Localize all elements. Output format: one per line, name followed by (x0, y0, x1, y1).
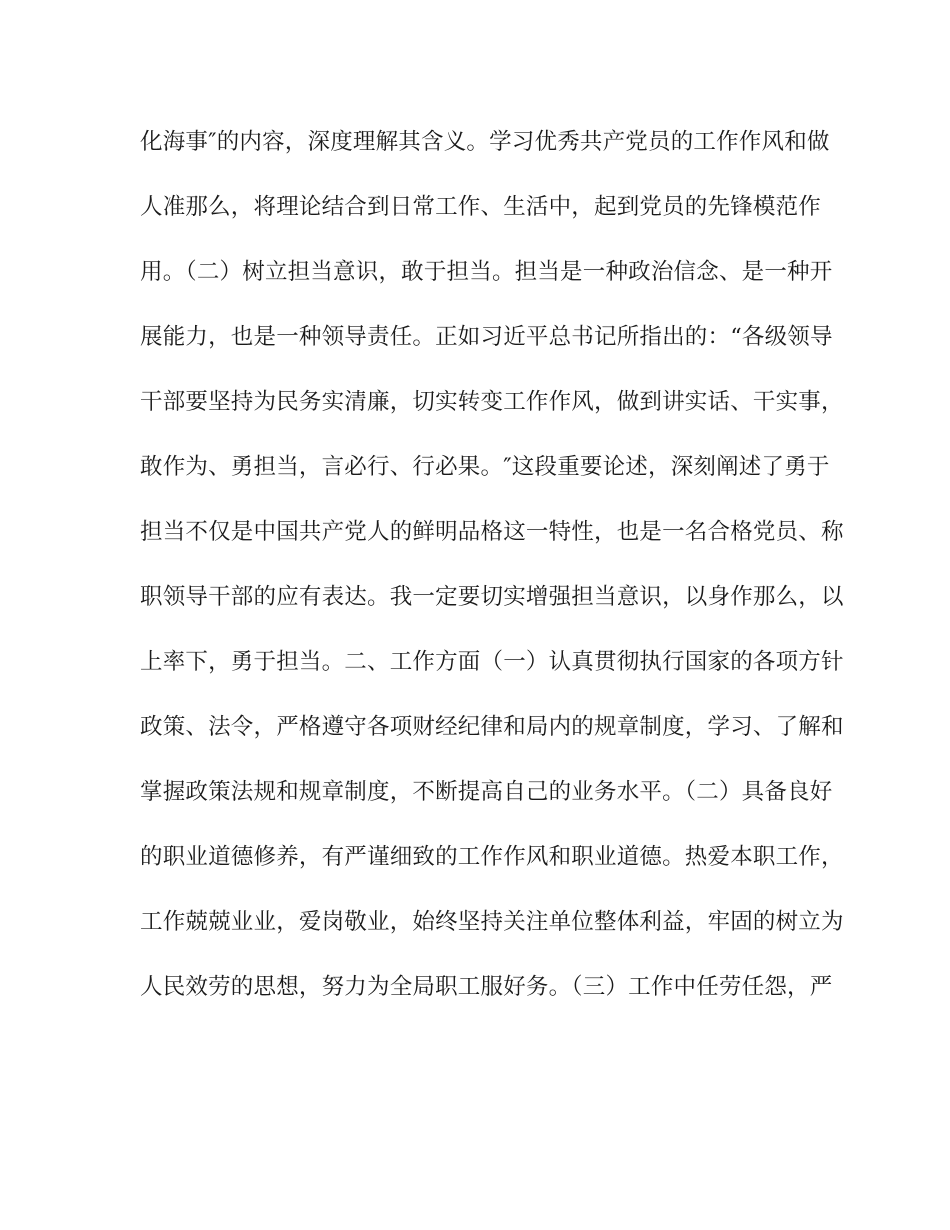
text-line: 上率下，勇于担当。二、工作方面（一）认真贯彻执行国家的各项方针 (140, 649, 844, 675)
text-line: 展能力，也是一种领导责任。正如习近平总书记所指出的：“各级领导 (140, 324, 833, 350)
text-line: 人民效劳的思想，努力为全局职工服好务。（三）工作中任劳任怨，严 (140, 974, 833, 1000)
text-line: 用。（二）树立担当意识，敢于担当。担当是一种政治信念、是一种开 (140, 259, 833, 285)
body-text (140, 122, 844, 1032)
text-line: 工作兢兢业业，爱岗敬业，始终坚持关注单位整体利益，牢固的树立为 (140, 909, 844, 935)
text-line: 干部要坚持为民务实清廉，切实转变工作作风，做到讲实话、干实事， (140, 389, 844, 415)
text-line: 的职业道德修养，有严谨细致的工作作风和职业道德。热爱本职工作， (140, 844, 844, 870)
text-line: 化海事″的内容，深度理解其含义。学习优秀共产党员的工作作风和做 (140, 129, 830, 155)
text-line: 敢作为、勇担当，言必行、行必果。″这段重要论述，深刻阐述了勇于 (140, 454, 830, 480)
text-line: 政策、法令，严格遵守各项财经纪律和局内的规章制度，学习、了解和 (140, 714, 844, 740)
text-line: 人准那么，将理论结合到日常工作、生活中，起到党员的先锋模范作 (140, 194, 822, 220)
text-line: 职领导干部的应有表达。我一定要切实增强担当意识，以身作那么，以 (140, 584, 844, 610)
text-line: 掌握政策法规和规章制度，不断提高自己的业务水平。（二）具备良好 (140, 779, 833, 805)
text-line: 担当不仅是中国共产党人的鲜明品格这一特性，也是一名合格党员、称 (140, 519, 844, 545)
